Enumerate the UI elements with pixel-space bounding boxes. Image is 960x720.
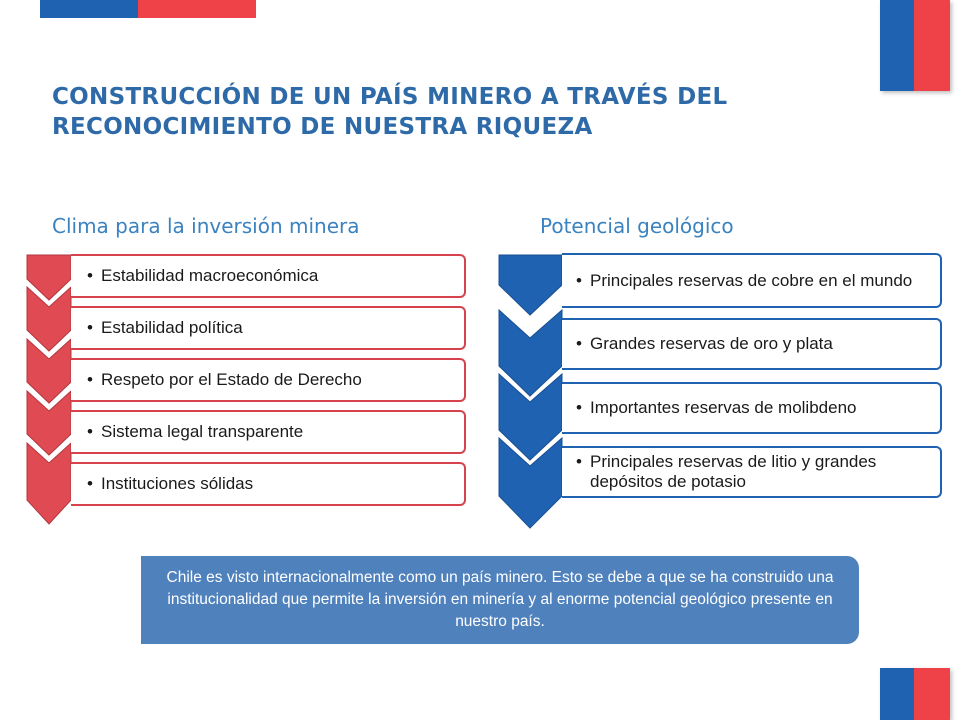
list-item-text: Principales reservas de cobre en el mundo (590, 270, 913, 290)
slide-title-line-2: RECONOCIMIENTO DE NUESTRA RIQUEZA (52, 114, 593, 140)
bullet-icon: • (87, 370, 93, 389)
list-item (71, 358, 466, 402)
right-chevron-list (499, 255, 562, 528)
list-item-text: Grandes reservas de oro y plata (590, 334, 833, 353)
list-item (71, 410, 466, 454)
slide-title-line-1: CONSTRUCCIÓN DE UN PAÍS MINERO A TRAVÉS DEL (52, 84, 728, 110)
list-item-text: Sistema legal transparente (101, 422, 304, 441)
list-item (562, 253, 942, 308)
list-item-text: Instituciones sólidas (101, 474, 254, 493)
list-item (562, 382, 942, 434)
bullet-icon: • (87, 318, 93, 337)
bullet-icon: • (576, 398, 582, 417)
bullet-icon: • (87, 266, 93, 285)
investment-climate-heading: Clima para la inversión minera (52, 214, 360, 238)
list-item-text: Principales reservas de litio y grandes depósitos de potasio (590, 452, 877, 491)
bullet-icon: • (576, 452, 582, 471)
list-item (71, 306, 466, 350)
list-item (71, 462, 466, 506)
list-item (562, 446, 942, 498)
geological-potential-heading: Potencial geológico (540, 214, 734, 238)
list-item-text: Importantes reservas de molibdeno (590, 398, 857, 417)
list-item (71, 254, 466, 298)
list-item-text: Estabilidad política (101, 318, 243, 337)
list-item-text: Estabilidad macroeconómica (101, 266, 319, 285)
summary-callout-text: Chile es visto internacionalmente como un país minero. Esto se debe a que se ha construido una institucionalidad que permite la inversión en minería y al enorme potencial geológico presente en nuestro país. (166, 569, 834, 630)
bullet-icon: • (576, 270, 582, 290)
bullet-icon: • (87, 474, 93, 493)
list-item (562, 318, 942, 370)
summary-callout (141, 556, 859, 644)
list-item-text: Respeto por el Estado de Derecho (101, 370, 362, 389)
left-chevron-list (27, 255, 71, 524)
chevron-shape (499, 255, 562, 315)
bullet-icon: • (87, 422, 93, 441)
bullet-icon: • (576, 334, 582, 353)
